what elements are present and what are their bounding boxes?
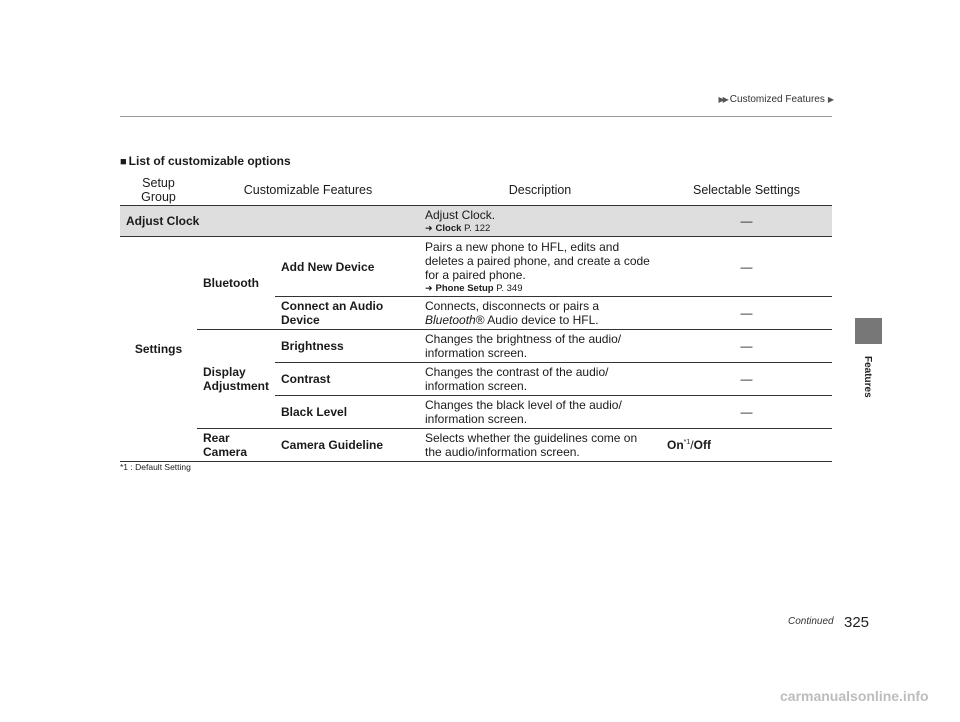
setting-cell: On$^{*1}$/Off [661,429,832,462]
table-row [120,330,832,363]
group-settings: Settings [120,237,197,462]
subgroup-bluetooth: Bluetooth [197,237,275,330]
page-reference[interactable]: ➜ Phone Setup P. 349 [425,282,523,294]
page-reference[interactable]: ➜ Clock P. 122 [425,223,491,234]
page-number: 325 [844,614,870,631]
breadcrumb [718,94,832,105]
feature-add-new-device: Add New Device [275,237,419,297]
triangle-right-icon: ▶▶ [718,95,727,104]
triangle-right-icon: ▶ [827,95,832,104]
subgroup-rear-camera: Rear Camera [197,429,275,462]
group-adjust-clock: Adjust Clock [120,206,419,237]
description-cell: Connects, disconnects or pairs a Bluetooth® Audio device to HFL. [419,297,661,330]
setting-cell: — [661,330,832,363]
header-setup-group: Setup Group [141,176,176,204]
footnote: *1 : Default Setting [120,462,191,472]
description-cell: Changes the black level of the audio/ information screen. [419,396,661,429]
continued-label: Continued [788,616,834,627]
feature-brightness: Brightness [275,330,419,363]
options-table [120,175,832,462]
header-settings: Selectable Settings [692,183,800,197]
header-features: Customizable Features [243,183,373,197]
table-row [120,237,832,297]
table-header-row [120,175,832,206]
reference-arrow-icon: ➜ [425,282,433,293]
watermark: carmanualsonline.info [780,688,929,704]
feature-connect-audio: Connect an Audio Device [275,297,419,330]
breadcrumb-label[interactable]: Customized Features [729,94,825,105]
setting-cell: — [661,206,832,237]
chapter-tab [855,318,882,344]
setting-cell: — [661,363,832,396]
section-title-text: List of customizable options [128,154,291,168]
setting-cell: — [661,297,832,330]
feature-black-level: Black Level [275,396,419,429]
chapter-label: Features [862,356,873,398]
table-row [120,429,832,462]
header-rule [120,116,832,117]
header-description: Description [508,183,572,197]
setting-cell: — [661,237,832,297]
table-row [120,206,832,237]
section-title [120,154,291,168]
reference-arrow-icon: ➜ [425,223,433,233]
subgroup-display: Display Adjustment [197,330,275,429]
setting-cell: — [661,396,832,429]
description-cell: Changes the brightness of the audio/ information screen. [419,330,661,363]
feature-contrast: Contrast [275,363,419,396]
square-bullet-icon: ■ [120,156,127,168]
description-cell: Changes the contrast of the audio/ information screen. [419,363,661,396]
feature-camera-guideline: Camera Guideline [275,429,419,462]
description-cell: Adjust Clock. ➜ Clock P. 122 [419,206,661,237]
description-cell: Pairs a new phone to HFL, edits and deletes a paired phone, and create a code for a paired phone. ➜ Phone Setup P. 349 [419,237,661,297]
description-cell: Selects whether the guidelines come on the audio/information screen. [419,429,661,462]
